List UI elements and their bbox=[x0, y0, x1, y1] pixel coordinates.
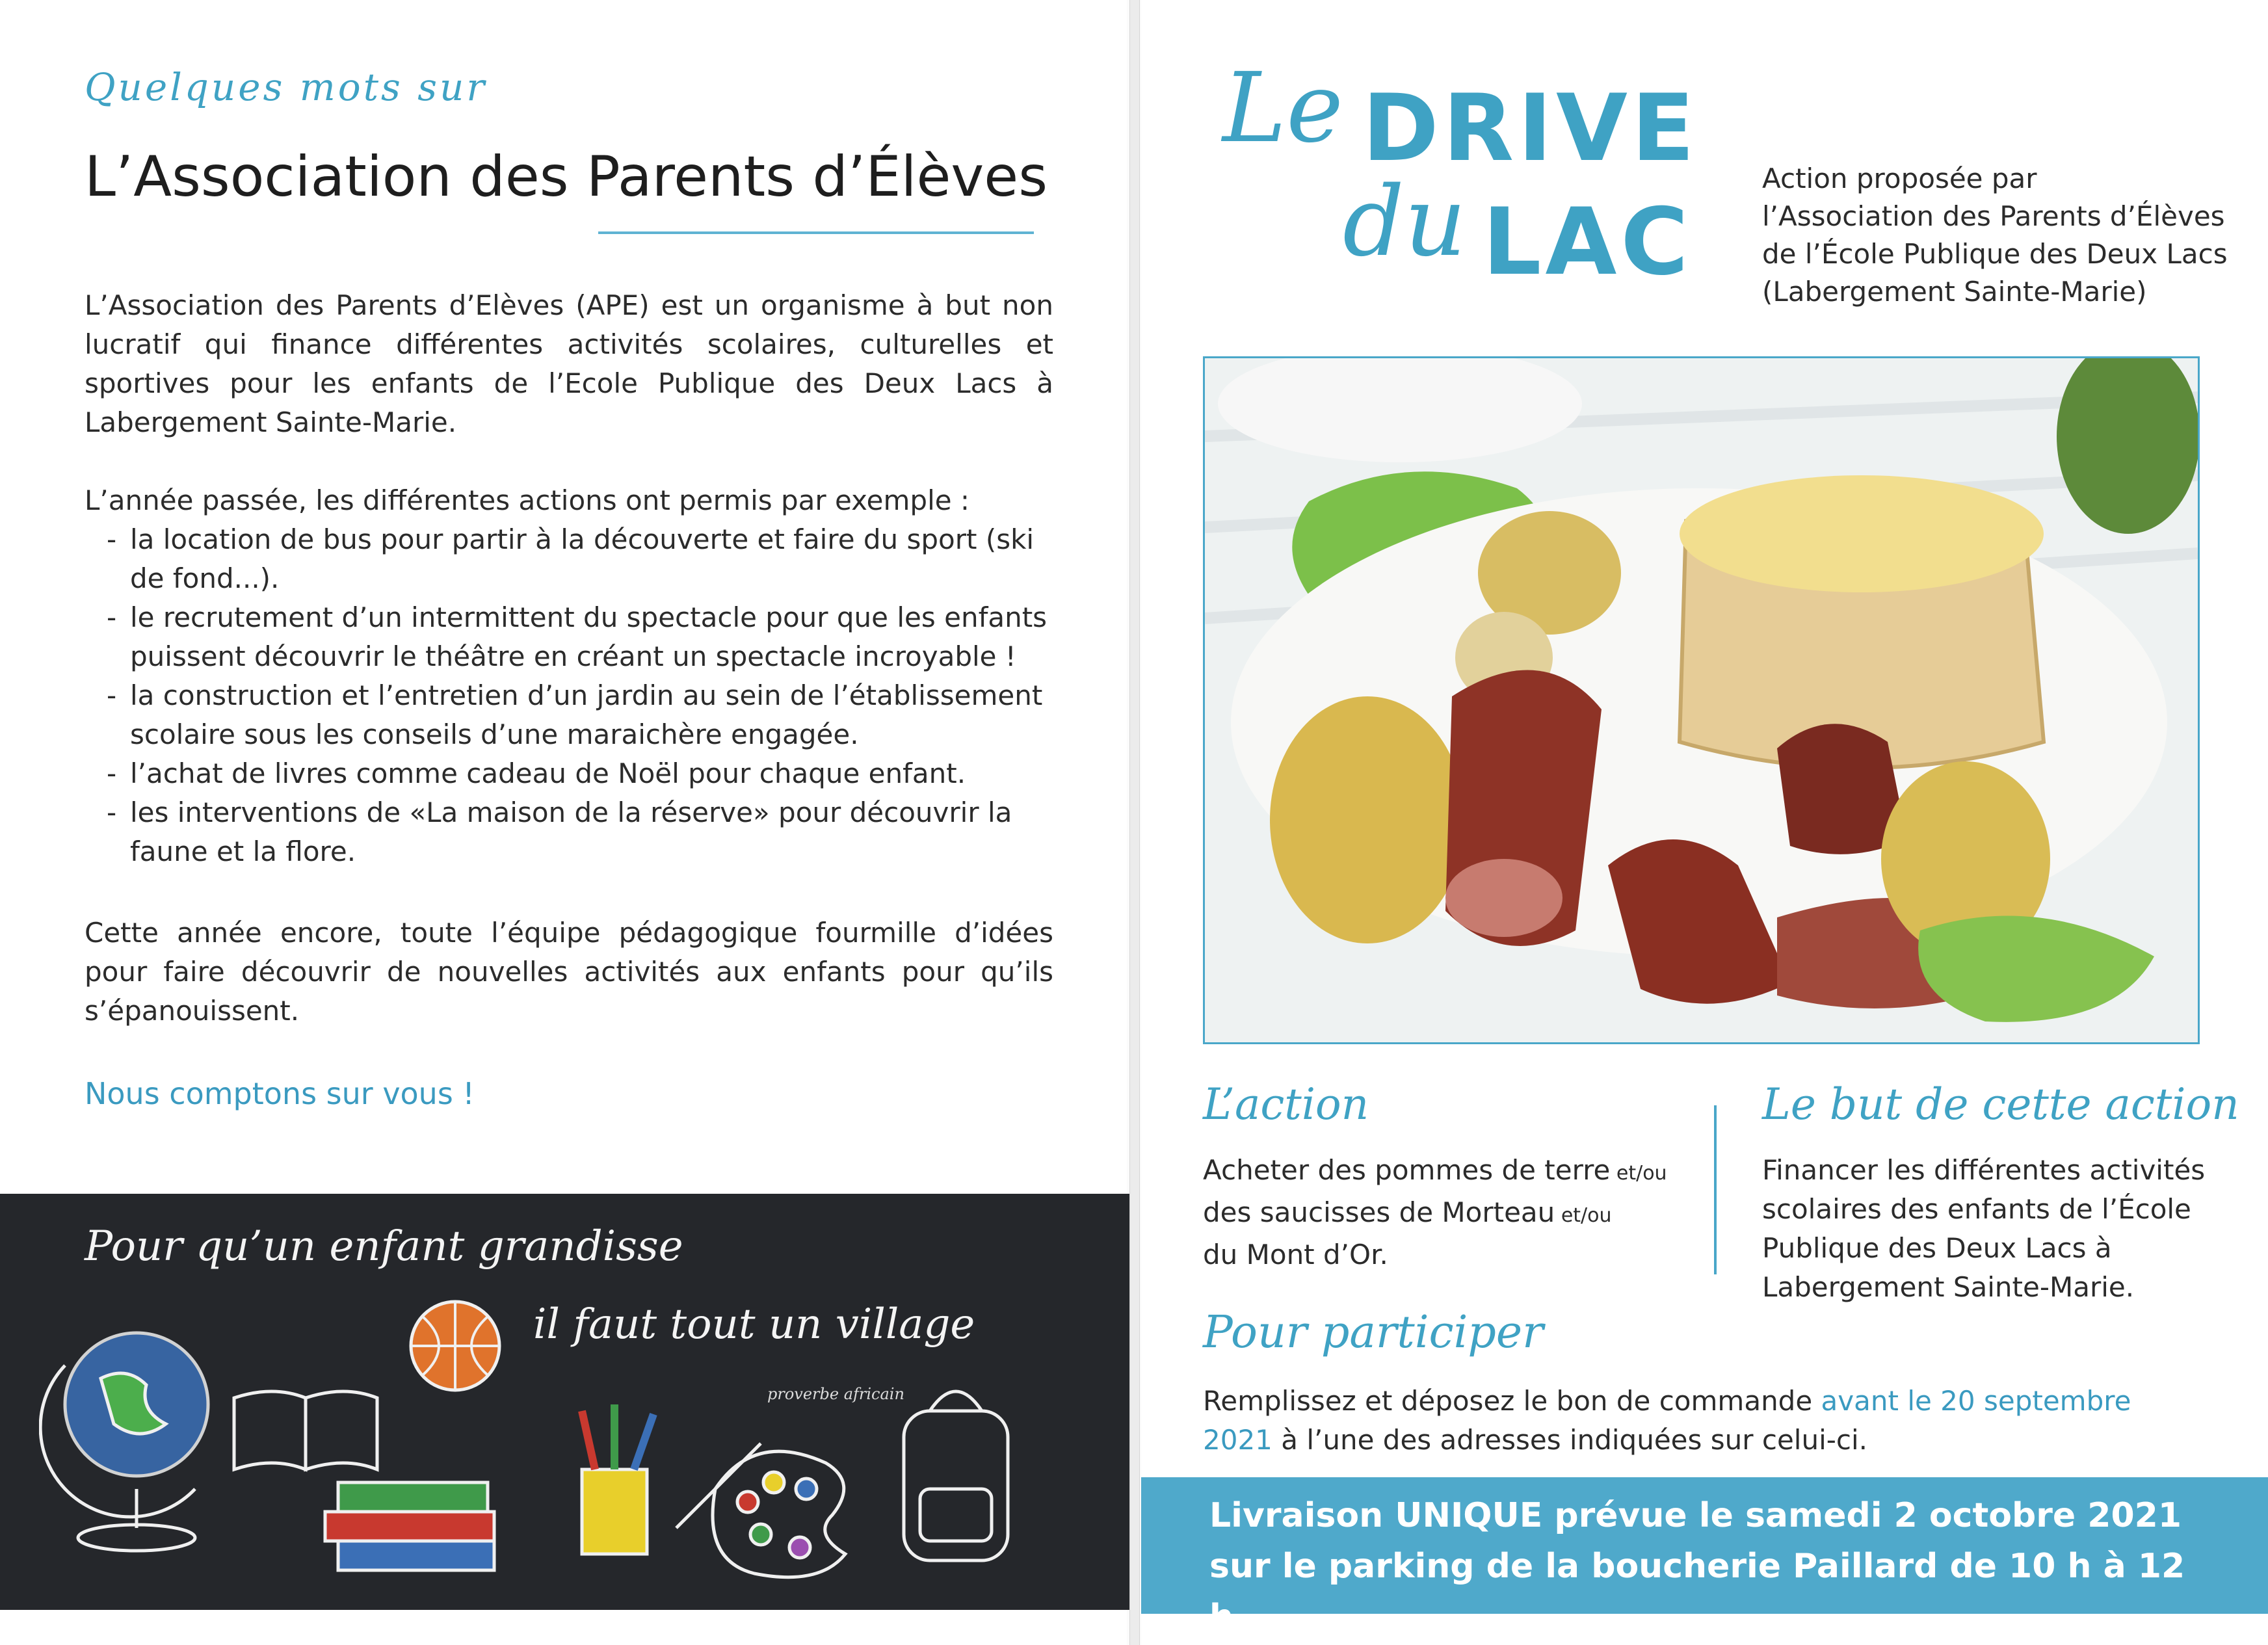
organizer-line: Action proposée par bbox=[1762, 163, 2037, 194]
goal-line: Labergement Sainte-Marie. bbox=[1762, 1271, 2135, 1303]
call-to-action: Nous comptons sur vous ! bbox=[85, 1076, 475, 1111]
open-book-icon bbox=[234, 1391, 377, 1469]
basketball-icon bbox=[411, 1302, 499, 1390]
action-line: Acheter des pommes de terre bbox=[1203, 1154, 1611, 1186]
delivery-text: Livraison UNIQUE prévue le samedi 2 octobre 2021 sur le parking de la boucherie Paillard de 10 h à 12 h. bbox=[1209, 1496, 2185, 1637]
goal-text bbox=[1762, 1151, 2205, 1307]
goal-heading: Le but de cette action bbox=[1762, 1079, 2239, 1129]
participate-text-a: Remplissez et déposez le bon de commande bbox=[1203, 1385, 1821, 1417]
logo-le: Le bbox=[1222, 52, 1343, 164]
action-conj: et/ou bbox=[1610, 1162, 1667, 1185]
actions-list bbox=[104, 520, 1060, 871]
action-conj: et/ou bbox=[1555, 1204, 1612, 1227]
list-item: - le recrutement d’un intermittent du spectacle pour que les enfants puissent découvrir le théâtre en créant un spectacle incroyable ! bbox=[104, 598, 1060, 676]
list-item: - la location de bus pour partir à la découverte et faire du sport (ski de fond...). bbox=[104, 520, 1060, 598]
backpack-icon bbox=[904, 1391, 1008, 1560]
globe-icon bbox=[40, 1333, 208, 1551]
closing-paragraph: Cette année encore, toute l’équipe pédagogique fourmille d’idées pour faire découvrir de nouvelles activités aux enfants pour qu’ils s’épanouissent. bbox=[85, 917, 1053, 1027]
food-photo bbox=[1203, 356, 2200, 1044]
action-heading: L’action bbox=[1203, 1079, 1369, 1129]
logo-drive: DRIVE bbox=[1362, 75, 1698, 182]
organizer-line: l’Association des Parents d’Élèves bbox=[1762, 200, 2225, 232]
goal-line: Publique des Deux Lacs à bbox=[1762, 1232, 2112, 1264]
list-item: - l’achat de livres comme cadeau de Noël pour chaque enfant. bbox=[104, 754, 1060, 793]
goal-line: Financer les différentes activités bbox=[1762, 1154, 2206, 1186]
logo-lac: LAC bbox=[1483, 189, 1693, 296]
intro-script: Quelques mots sur bbox=[85, 65, 488, 109]
goal-line: scolaires des enfants de l’École bbox=[1762, 1193, 2191, 1225]
participate-text bbox=[1203, 1382, 2178, 1460]
list-item: - les interventions de «La maison de la réserve» pour découvrir la faune et la flore. bbox=[104, 793, 1060, 871]
action-line: du Mont d’Or. bbox=[1203, 1239, 1388, 1270]
organizer-line: de l’École Publique des Deux Lacs bbox=[1762, 238, 2228, 270]
logo-du: du bbox=[1343, 166, 1467, 278]
list-item: - la construction et l’entretien d’un jardin au sein de l’établissement scolaire sous les conseils d’une maraichère engagée. bbox=[104, 676, 1060, 754]
title-underline bbox=[598, 231, 1034, 234]
participate-heading: Pour participer bbox=[1203, 1307, 1544, 1358]
action-text bbox=[1203, 1151, 1667, 1274]
chalk-proverb: proverbe africain bbox=[767, 1385, 904, 1403]
paint-palette-icon bbox=[676, 1443, 845, 1577]
participate-text-b: à l’une des adresses indiquées sur celui-ci. bbox=[1272, 1424, 1868, 1456]
actions-intro: L’année passée, les différentes actions ont permis par exemple : bbox=[85, 484, 970, 516]
action-line: des saucisses de Morteau bbox=[1203, 1196, 1555, 1228]
page-fold bbox=[1129, 0, 1140, 1645]
food-photo-illustration bbox=[1205, 358, 2198, 1042]
organizer-line: (Labergement Sainte-Marie) bbox=[1762, 276, 2147, 308]
chalk-quote-line1: Pour qu’un enfant grandisse bbox=[85, 1222, 683, 1270]
column-divider bbox=[1714, 1105, 1717, 1274]
pencil-cup-icon bbox=[582, 1404, 653, 1554]
intro-paragraph: L’Association des Parents d’Elèves (APE) est un organisme à but non lucratif qui finance différentes activités scolaires, culturelles et sportives pour les enfants de l’Ecole Publique des Deux Lacs à Labergement Sainte-Marie. bbox=[85, 289, 1053, 438]
page-title: L’Association des Parents d’Élèves bbox=[85, 144, 1048, 209]
deadline-highlight: avant le 20 septembre 2021 bbox=[1203, 1385, 2131, 1456]
book-stack-icon bbox=[325, 1482, 494, 1570]
chalk-quote-line2: il faut tout un village bbox=[533, 1300, 975, 1349]
